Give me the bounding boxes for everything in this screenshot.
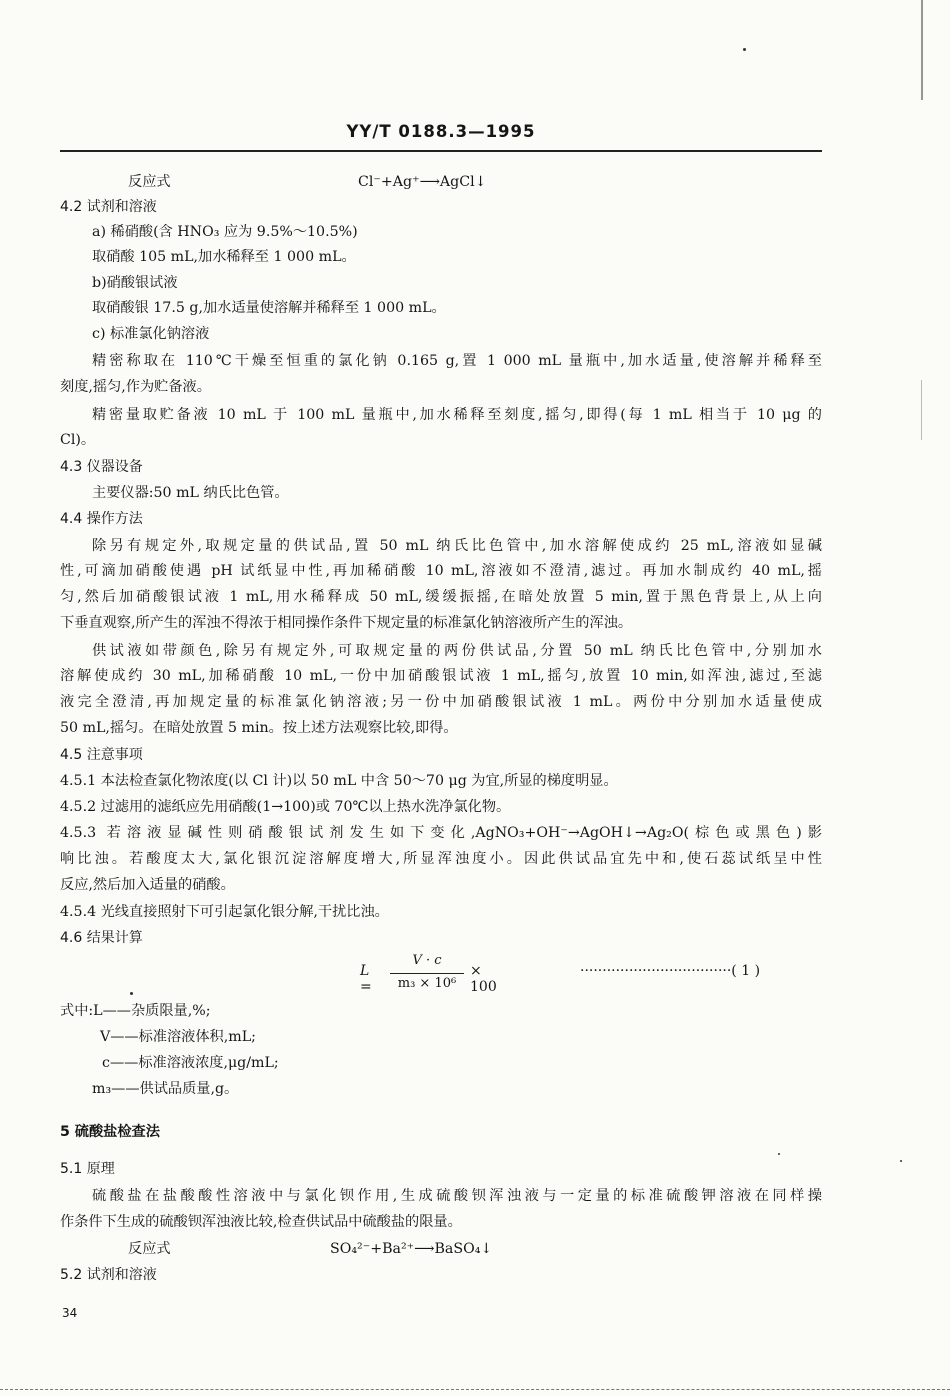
formula-numerator: V · c — [412, 953, 442, 968]
section-heading: 5.2 试剂和溶液 — [60, 1267, 157, 1283]
list-item: a) 稀硝酸(含 HNO₃ 应为 9.5%～10.5%) — [92, 224, 358, 240]
scan-edge-line — [921, 0, 923, 100]
scan-speck — [743, 48, 746, 51]
paragraph-line: 供试液如带颜色,除另有规定外,可取规定量的两份供试品,分置 50 mL 纳氏比色管中,分别加水 — [92, 643, 822, 659]
formula-number: ··································( 1 ) — [580, 963, 761, 979]
reaction-label: 反应式 — [128, 1241, 171, 1257]
formula-denominator: m₃ × 10⁶ — [397, 976, 457, 991]
reaction-equation: SO₄²⁻+Ba²⁺⟶BaSO₄↓ — [330, 1241, 493, 1257]
formula-multiplier: × 100 — [470, 963, 497, 995]
list-item: c) 标准氯化钠溶液 — [92, 326, 210, 342]
scan-speck — [778, 1153, 780, 1155]
section-heading: 4.3 仪器设备 — [60, 459, 143, 475]
chapter-heading: 5 硫酸盐检查法 — [60, 1124, 160, 1140]
scan-speck — [130, 992, 133, 995]
paragraph-line: 性,可滴加硝酸使遇 pH 试纸显中性,再加稀硝酸 10 mL,溶液如不澄清,滤过。再加水制成约 40 mL,摇 — [60, 563, 822, 579]
variable-definition: m₃——供试品质量,g。 — [92, 1081, 239, 1097]
page-number: 34 — [62, 1306, 78, 1320]
paragraph-line: 取硝酸银 17.5 g,加水适量使溶解并稀释至 1 000 mL。 — [92, 300, 446, 316]
section-heading: 5.1 原理 — [60, 1161, 115, 1177]
paragraph-line: 主要仪器:50 mL 纳氏比色管。 — [92, 485, 289, 501]
paragraph-line: 硫酸盐在盐酸酸性溶液中与氯化钡作用,生成硫酸钡浑浊液与一定量的标准硫酸钾溶液在同样操 — [92, 1188, 822, 1204]
paragraph-line: 精密量取贮备液 10 mL 于 100 mL 量瓶中,加水稀释至刻度,摇匀,即得(每 1 mL 相当于 10 μg 的 — [92, 407, 822, 423]
paragraph-line: 作条件下生成的硫酸钡浑浊液比较,检查供试品中硫酸盐的限量。 — [60, 1214, 462, 1230]
list-item: b)硝酸银试液 — [92, 275, 178, 291]
paragraph-line: 取硝酸 105 mL,加水稀释至 1 000 mL。 — [92, 249, 356, 265]
reaction-equation: Cl⁻+Ag⁺⟶AgCl↓ — [358, 174, 487, 190]
fraction-bar — [390, 973, 464, 974]
section-heading: 4.2 试剂和溶液 — [60, 199, 157, 215]
section-heading: 4.5 注意事项 — [60, 747, 143, 763]
variable-definition: 式中:L——杂质限量,%; — [60, 1003, 211, 1019]
paragraph-line: Cl)。 — [60, 432, 96, 448]
clause-line: 4.5.3 若溶液显碱性则硝酸银试剂发生如下变化,AgNO₃+OH⁻→AgOH↓→Ag₂O(棕色或黑色)影 — [60, 825, 822, 841]
paragraph-line: 下垂直观察,所产生的浑浊不得浓于相同操作条件下规定量的标准氯化钠溶液所产生的浑浊。 — [60, 615, 633, 631]
section-heading: 4.6 结果计算 — [60, 930, 143, 946]
header-rule — [60, 150, 822, 152]
clause-line: 4.5.1 本法检查氯化物浓度(以 Cl 计)以 50 mL 中含 50～70 μg 为宜,所显的梯度明显。 — [60, 773, 618, 789]
paragraph-line: 50 mL,摇匀。在暗处放置 5 min。按上述方法观察比较,即得。 — [60, 720, 458, 736]
paragraph-line: 精密称取在 110℃干燥至恒重的氯化钠 0.165 g,置 1 000 mL 量瓶中,加水适量,使溶解并稀释至 — [92, 353, 822, 369]
scan-bottom-edge — [0, 1389, 950, 1391]
page-header-title: YY/T 0188.3—1995 — [346, 122, 536, 141]
clause-line: 4.5.4 光线直接照射下可引起氯化银分解,干扰比浊。 — [60, 904, 389, 920]
paragraph-line: 液完全澄清,再加规定量的标准氯化钠溶液;另一份中加硝酸银试液 1 mL。两份中分别加水适量使成 — [60, 694, 822, 710]
paragraph-line: 溶解使成约 30 mL,加稀硝酸 10 mL,一份中加硝酸银试液 1 mL,摇匀,放置 10 min,如浑浊,滤过,至滤 — [60, 668, 822, 684]
paragraph-line: 匀,然后加硝酸银试液 1 mL,用水稀释成 50 mL,缓缓振摇,在暗处放置 5 min,置于黑色背景上,从上向 — [60, 589, 822, 605]
formula-lhs: L = — [360, 963, 372, 995]
reaction-label: 反应式 — [128, 174, 171, 190]
section-heading: 4.4 操作方法 — [60, 511, 143, 527]
paragraph-line: 刻度,摇匀,作为贮备液。 — [60, 379, 211, 395]
clause-line: 4.5.2 过滤用的滤纸应先用硝酸(1→100)或 70℃以上热水洗净氯化物。 — [60, 799, 511, 815]
scan-edge-line — [921, 380, 922, 440]
paragraph-line: 响比浊。若酸度太大,氯化银沉淀溶解度增大,所显浑浊度小。因此供试品宜先中和,使石蕊试纸呈中性 — [60, 851, 822, 867]
paragraph-line: 除另有规定外,取规定量的供试品,置 50 mL 纳氏比色管中,加水溶解使成约 25 mL,溶液如显碱 — [92, 538, 822, 554]
paragraph-line: 反应,然后加入适量的硝酸。 — [60, 877, 235, 893]
variable-definition: c——标准溶液浓度,μg/mL; — [102, 1055, 279, 1071]
variable-definition: V——标准溶液体积,mL; — [100, 1029, 256, 1045]
scan-speck — [900, 1160, 902, 1162]
